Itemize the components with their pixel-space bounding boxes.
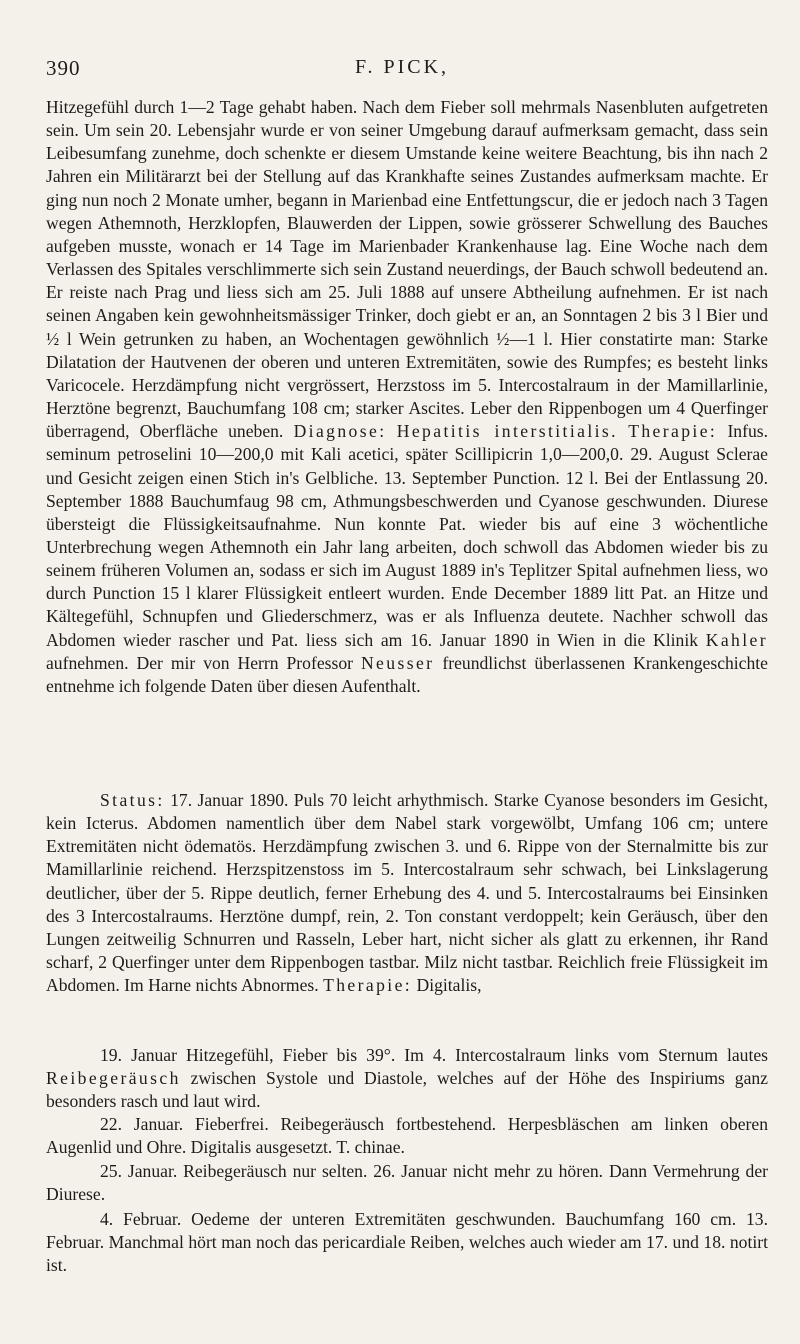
jan-19-text-a: 19. Januar Hitzegefühl, Fieber bis 39°. Im 4. Intercostalraum links vom Sternum lautes [100,1045,768,1065]
running-head: F. PICK, [354,56,450,78]
term-reibegeraeusch: Reibegeräusch [46,1068,181,1089]
status-therapy-label: Therapie: [323,975,413,996]
case-history-text: Hitzegefühl durch 1—2 Tage gehabt haben. Nach dem Fieber soll mehrmals Nasenbluten aufgetreten sein. Um sein 20. Lebensjahr wurde er von seiner Umgebung darauf aufmerksam gemacht, dass sein Leibesumfang zunehme, doch schenkte er diesem Umstande keine weitere Beachtung, bis ihn nach 2 Jahren ein Militärarzt bei der Stellung auf das Krankhafte seines Zustandes aufmerksam machte. Er ging nun noch 2 Monate umher, begann in Marienbad eine Entfettungscur, die er jedoch nach 3 Tagen wegen Athemnoth, Herzklopfen, Blauwerden der Lippen, sowie grösserer Schwellung des Bauches aufgeben musste, wonach er 14 Tage im Marienbader Krankenhause lag. Eine Woche nach dem Verlassen des Spitales verschlimmerte sich sein Zustand neuerdings, der Bauch schwoll bedeutend an. Er reiste nach Prag und liess sich am 25. Juli 1888 auf unsere Abtheilung aufnehmen. Er ist nach seinen Angaben kein gewohnheitsmässiger Trinker, doch giebt er an, an Sonntagen 2 bis 3 l Bier und ½ l Wein getrunken zu haben, an Wochentagen gewöhnlich ½—1 l. Hier constatirte man: Starke Dilatation der Hautvenen der oberen und unteren Extremitäten, sowie des Rumpfes; es besteht links Varicocele. Herzdämpfung nicht vergrössert, Herzstoss im 5. Intercostalraum in der Mamillarlinie, Herztöne begrenzt, Bauchumfang 108 cm; starker Ascites. Leber den Rippenbogen um 4 Querfinger überragend, Oberfläche uneben. [46,97,768,442]
paragraph-status [46,789,768,997]
page-header [46,56,758,90]
status-label: Status: [100,790,165,810]
diagnosis-value: Hepatitis interstitialis. [396,421,618,442]
paragraph-jan-19 [46,1044,768,1113]
status-text: 17. Januar 1890. Puls 70 leicht arhythmisch. Starke Cyanose besonders im Gesicht, kein Icterus. Abdomen namentlich über dem Nabel stark vorgewölbt, Umfang 106 cm; untere Extremitäten nicht ödematös. Herzdämpfung zwischen 3. und 6. Rippe von der Sternalmitte bis zur Mamillarlinie reichend. Herzspitzenstoss im 5. Intercostalraum sehr schwach, bei Linkslagerung deutlicher, über der 5. Rippe deutlich, ferner Erhebung des 4. und 5. Intercostalraums bei Einsinken des 3 Intercostalraums. Herztöne dumpf, rein, 2. Ton constant verdoppelt; kein Geräusch, über den Lungen zeitweilig Schnurren und Rasseln, Leber hart, nicht sicher als glatt zu erkennen, ihr Rand scharf, 2 Querfinger unter dem Rippenbogen tastbar. Milz nicht tastbar. Reichlich freie Flüssigkeit im Abdomen. Im Harne nichts Abnormes. [46,790,768,996]
name-kahler: Kahler [705,629,769,650]
page-number: 390 [46,56,81,80]
diagnosis-label: Diagnose: [293,421,387,442]
paragraph-feb-4: 4. Februar. Oedeme der unteren Extremitäten geschwunden. Bauchumfang 160 cm. 13. Februar. Manchmal hört man noch das pericardiale Reiben, welches auch wieder am 17. und 18. notirt ist. [46,1209,768,1276]
status-therapy-value: Digitalis, [416,975,482,996]
paragraph-case-history [46,96,768,698]
case-history-mid: aufnehmen. Der mir von Herrn Professor [46,652,353,673]
jan-19-text-b: zwischen Systole und Diastole, welches auf der Höhe des Inspiriums ganz besonders rasch und laut wird. [46,1068,768,1112]
paragraph-jan-25: 25. Januar. Reibegeräusch nur selten. 26. Januar nicht mehr zu hören. Dann Vermehrung der Diurese. [46,1161,768,1205]
therapy-label: Therapie: [628,421,718,442]
name-neusser: Neusser [360,652,435,673]
case-history-end: freundlichst überlassenen Krankengeschichte entnehme ich folgende Daten über diesen Aufenthalt. [46,652,768,696]
paragraph-jan-22: 22. Januar. Fieberfrei. Reibegeräusch fortbestehend. Herpesbläschen am linken oberen Augenlid und Ohre. Digitalis ausgesetzt. T. chinae. [46,1114,768,1158]
case-history-continued: Infus. seminum petroselini 10—200,0 mit Kali acetici, später Scillipicrin 1,0—200,0. 29. August Sclerae und Gesicht zeigen einen Stich in's Gelbliche. 13. September Punction. 12 l. Bei der Entlassung 20. September 1888 Bauchumfaug 98 cm, Athmungsbeschwerden und Cyanose geschwunden. Diurese übersteigt die Flüssigkeitsaufnahme. Nun konnte Pat. wieder bis auf eine 3 wöchentliche Unterbrechung wegen Athemnoth ein Jahr lang arbeiten, doch schwoll das Abdomen wieder bis zu seinem früheren Volumen an, sodass er sich im August 1889 in's Teplitzer Spital aufnehmen liess, wo durch Punction 15 l klarer Flüssigkeit entleert wurden. Ende December 1889 litt Pat. an Hitze und Kältegefühl, Schnupfen und Gliederschmerz, was er als Influenza deutete. Nachher schwoll das Abdomen wieder rascher und Pat. liess sich am 16. Januar 1890 in Wien in die Klinik [46,421,768,650]
